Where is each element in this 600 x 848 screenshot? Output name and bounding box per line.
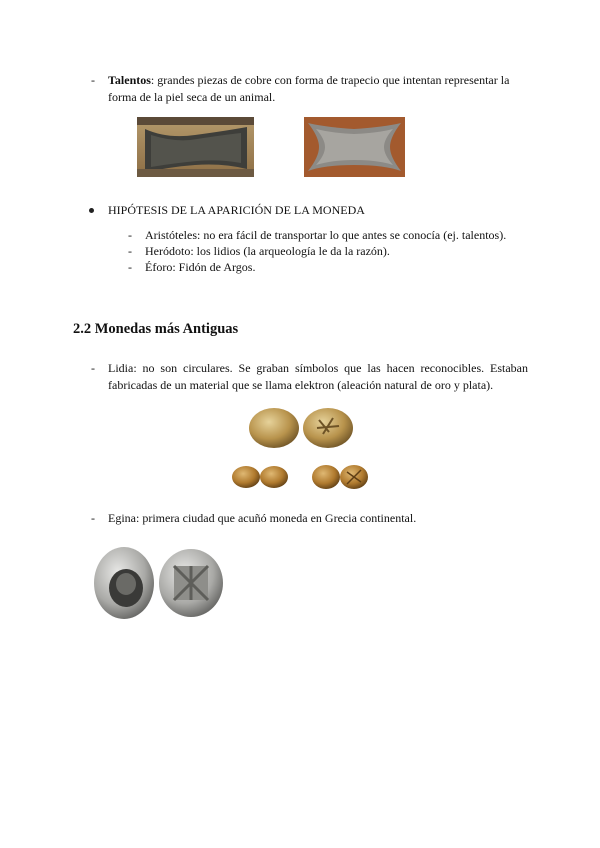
talentos-line-1 xyxy=(108,72,528,89)
talentos-description: : grandes piezas de cobre con forma de trapecio que intentan representar la xyxy=(150,73,510,87)
talent-ingot-image xyxy=(137,117,254,177)
talentos-term: Talentos xyxy=(108,73,151,87)
dash-marker: - xyxy=(128,228,132,242)
lidia-line-2: fabricadas de un material que se llama elektron (aleación natural de oro y plata). xyxy=(108,378,494,392)
dash-marker: - xyxy=(91,361,95,375)
bullet-dot xyxy=(89,208,94,213)
egina-bullet xyxy=(91,510,528,527)
hipotesis-title: HIPÓTESIS DE LA APARICIÓN DE LA MONEDA xyxy=(108,203,365,217)
egina-text: Egina: primera ciudad que acuñó moneda en Grecia continental. xyxy=(108,511,417,525)
hipotesis-item-text: Éforo: Fidón de Argos. xyxy=(145,260,256,274)
aegina-coins-image xyxy=(90,544,226,622)
lidia-bullet xyxy=(91,360,528,394)
lydian-coins-image xyxy=(229,404,371,492)
dash-marker: - xyxy=(91,73,95,87)
hipotesis-item-text: Heródoto: los lidios (la arqueología le da la razón). xyxy=(145,244,390,258)
talent-oxhide-image xyxy=(304,117,405,177)
dash-marker: - xyxy=(128,244,132,258)
lidia-line-1: Lidia: no son circulares. Se graban símbolos que las hacen reconocibles. Estaban xyxy=(108,361,528,375)
talentos-bullet xyxy=(91,72,528,106)
dash-marker: - xyxy=(128,260,132,274)
dash-marker: - xyxy=(91,511,95,525)
hipotesis-item-text: Aristóteles: no era fácil de transportar lo que antes se conocía (ej. talentos). xyxy=(145,228,507,242)
section-heading: 2.2 Monedas más Antiguas xyxy=(73,321,239,337)
talentos-line-2: forma de la piel seca de un animal. xyxy=(108,90,276,104)
